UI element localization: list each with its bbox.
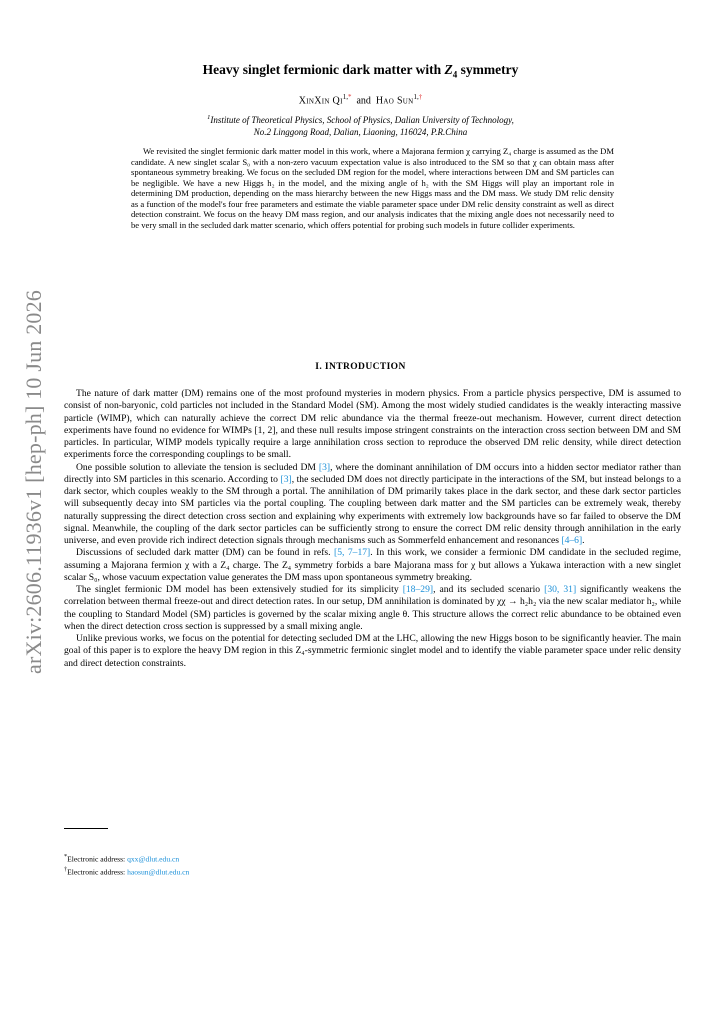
email-link[interactable]: qxx@dlut.edu.cn xyxy=(127,854,180,864)
title-prefix: Heavy singlet fermionic dark matter with xyxy=(202,62,445,77)
section-heading: I. INTRODUCTION xyxy=(315,362,406,372)
paragraph-text: The nature of dark matter (DM) remains one of the most profound mysteries in modern physics. From a particle physics perspective, DM is assumed to consist of non-baryonic, cold particles not included in the Standard Model (SM). Among the most widely studied candidates is the weakly interacting massive particle (WIMP), which can naturally achieve the correct DM relic abundance via the thermal freeze-out mechanism. However, current direct detection experiments have found no evidence for WIMPs [1, 2], and these null results impose stringent constraints on the interaction cross section between DM and SM particles. In particular, WIMP models typically require a large annihilation cross section to reproduce the observed DM relic density, while direct detection experiments force the corresponding couplings to be small. xyxy=(64,388,681,461)
title-suffix: symmetry xyxy=(457,62,519,77)
email-dagger-link[interactable]: † xyxy=(418,93,423,101)
affiliation xyxy=(0,112,721,138)
paragraph: The singlet fermionic DM model has been extensively studied for its simplicity [18–29], and its secluded scenario [30, 31] significantly weakens the correlation between thermal freeze-out and direct detection rates. In our setup, DM annihilation is dominated by χχ → h₂h₂ via the new scalar mediator h₂, while the coupling to Standard Model (SM) particles is governed by the scalar mixing angle θ. This structure allows the correct relic abundance to be obtained even when the direct detection cross section is suppressed by a small mixing angle. xyxy=(64,584,681,632)
citation-link[interactable]: [3] xyxy=(280,473,292,485)
arxiv-stamp xyxy=(4,292,64,672)
affiliation-line: No.2 Linggong Road, Dalian, Liaoning, 116024, P.R.China xyxy=(253,127,468,137)
title-symbol: Z xyxy=(444,62,453,77)
citation-link[interactable]: [18–29] xyxy=(402,584,434,595)
paragraph xyxy=(64,633,681,670)
author-list xyxy=(0,93,721,106)
affiliation-line: Institute of Theoretical Physics, School of Physics, Dalian University of Technology, xyxy=(210,115,514,125)
author-name: XinXin Qi xyxy=(298,95,343,107)
paragraph-text: Unlike previous works, we focus on the potential for detecting secluded DM at the LHC, allowing the new Higgs boson to be significantly heavier. The main goal of this paper is to explore the heavy DM region in this Z₄-symmetric fermionic singlet model and to identify the viable parameter space under relic density and direct detection constraints. xyxy=(64,633,681,669)
author-and: and xyxy=(356,95,371,107)
paragraph xyxy=(64,388,681,462)
paragraph: Discussions of secluded dark matter (DM) can be found in refs. [5, 7–17]. In this work, we consider a fermionic DM candidate in the secluded regime, assuming a Majorana fermion χ with a Z₄ charge. The Z₄ symmetry forbids a bare Majorana mass for χ but allows a Yukawa interaction with a new singlet scalar S₀, whose vacuum expectation value generates the DM mass upon spontaneous symmetry breaking. xyxy=(64,547,681,583)
citation-link[interactable]: [30, 31] xyxy=(544,584,577,595)
citation-link[interactable]: [3] xyxy=(318,461,331,473)
footnote: *Electronic address: qxx@dlut.edu.cn xyxy=(64,853,180,864)
paper-title xyxy=(0,62,721,80)
citation-link[interactable]: [4–6] xyxy=(561,535,583,546)
affiliation-mark: 1 xyxy=(207,114,211,121)
email-star-link[interactable]: * xyxy=(347,93,352,101)
title-subscript: 4 xyxy=(452,69,458,80)
citation-link[interactable]: [5, 7–17] xyxy=(334,547,371,559)
author-name: Hao Sun xyxy=(375,95,414,107)
footnotes xyxy=(64,852,189,877)
author-affil-mark: 1,* xyxy=(342,93,352,101)
abstract: We revisited the singlet fermionic dark matter model in this work, where a Majorana fermion χ carrying Z₄ charge is assumed as the DM candidate. A new singlet scalar S₀ with a non-zero vacuum expectation value is also introduced to the SM so that χ can obtain mass after spontaneous symmetry breaking. We focus on the secluded DM region for the model, where interactions between DM and SM particles can be negligible. We have a new Higgs h₂ in the model, and the mixing angle of h₂ with the SM Higgs will play an important role in determining DM production, depending on the mass hierarchy between the new Higgs mass and the DM mass. We study DM relic density as a function of the model's four free parameters and estimate the viable parameter space under DM relic density constraint as well as direct detection constraint. We focus on the heavy DM mass region, and our analysis indicates that the mixing angle does not necessarily need to be very small in the secluded dark matter scenario, which offers potential for probing such models in future collider experiments. xyxy=(131,146,614,230)
arxiv-id: arXiv:2606.11936v1 [hep-ph] 10 Jun 2026 xyxy=(21,290,46,674)
email-link[interactable]: haosun@dlut.edu.cn xyxy=(127,867,190,877)
introduction-body xyxy=(64,388,681,670)
author-affil-mark: 1,† xyxy=(413,93,423,101)
paragraph: One possible solution to alleviate the tension is secluded DM [3], where the dominant annihilation of DM occurs into a hidden sector mediator rather than directly into SM particles in this scenario. According to [3], the secluded DM does not directly participate in the interactions of the SM, but instead belongs to a dark sector, which couples weakly to the SM through a portal. The annihilation of DM primarily takes place in the dark sector, and these dark sector particles will subsequently decay into SM particles via the portal coupling. The coupling between dark matter and the SM particles can be extremely weak, thereby naturally suppressing the direct detection cross section and explaining why experiments with extremely low backgrounds have so far failed to observe the DM signal. Meanwhile, the coupling of the dark sector particles can be sufficiently strong to ensure the correct DM relic density through annihilation in the early universe, and even provide rich indirect detection signals through mechanisms such as Sommerfeld enhancement and resonances [4–6]. xyxy=(64,461,681,546)
footnote: †Electronic address: haosun@dlut.edu.cn xyxy=(64,865,190,877)
footnote-divider xyxy=(64,828,108,829)
